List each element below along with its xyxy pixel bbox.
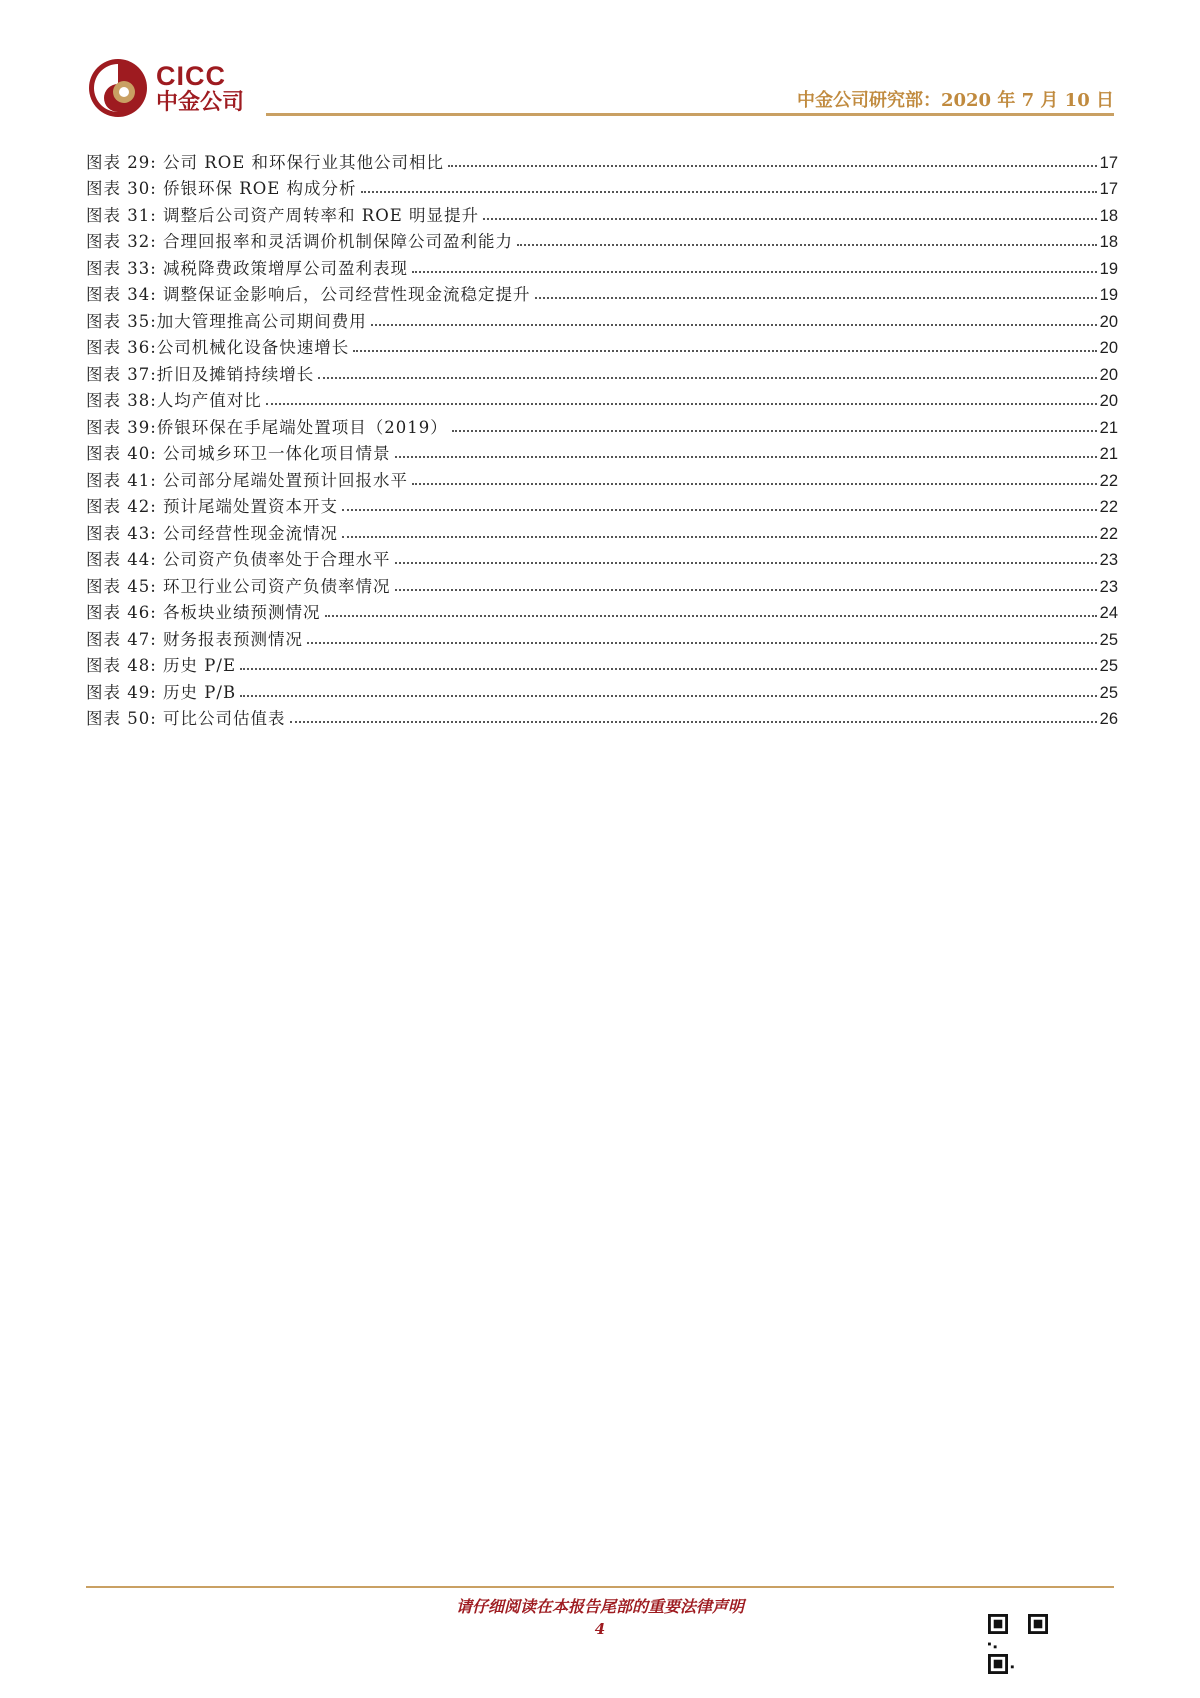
toc-entry[interactable] bbox=[86, 464, 1118, 491]
toc-entry[interactable] bbox=[86, 252, 1118, 279]
toc-entry-page: 18 bbox=[1099, 233, 1118, 251]
toc-leader-dots bbox=[361, 191, 1097, 193]
toc-entry[interactable] bbox=[86, 199, 1118, 226]
toc-entry-page: 25 bbox=[1099, 630, 1118, 649]
logo-text-cn: 中金公司 bbox=[156, 89, 245, 115]
toc-entry[interactable] bbox=[86, 570, 1118, 597]
toc-entry[interactable] bbox=[86, 623, 1118, 650]
toc-entry-page: 20 bbox=[1099, 392, 1118, 410]
logo-text-en: CICC bbox=[156, 60, 226, 91]
page-header bbox=[0, 0, 1200, 130]
toc-entry-label: 图表 39:侨银环保在手尾端处置项目（2019） bbox=[86, 417, 448, 437]
toc-entry-label: 图表 37:折旧及摊销持续增长 bbox=[86, 364, 315, 384]
toc-entry-page: 25 bbox=[1099, 683, 1118, 702]
toc-entry[interactable] bbox=[86, 146, 1118, 173]
toc-entry-label: 图表 30: 侨银环保 ROE 构成分析 bbox=[86, 179, 357, 198]
toc-entry-page: 25 bbox=[1099, 657, 1118, 675]
toc-entry-page: 22 bbox=[1099, 498, 1118, 516]
toc-entry-label: 图表 36:公司机械化设备快速增长 bbox=[86, 338, 350, 357]
toc-entry-label: 图表 33: 减税降费政策增厚公司盈利表现 bbox=[86, 258, 409, 278]
toc-entry-label: 图表 42: 预计尾端处置资本开支 bbox=[86, 497, 339, 516]
toc-entry-page: 18 bbox=[1099, 206, 1118, 225]
toc-leader-dots bbox=[517, 244, 1097, 246]
toc-entry-label: 图表 35:加大管理推高公司期间费用 bbox=[86, 311, 367, 331]
toc-entry[interactable] bbox=[86, 358, 1118, 385]
toc-entry-page: 21 bbox=[1099, 445, 1118, 463]
toc-entry-page: 22 bbox=[1099, 471, 1118, 490]
toc-leader-dots bbox=[448, 165, 1097, 167]
toc-entry-label: 图表 50: 可比公司估值表 bbox=[86, 709, 286, 728]
toc-entry-page: 26 bbox=[1099, 710, 1118, 728]
toc-leader-dots bbox=[240, 668, 1097, 670]
toc-entry-label: 图表 48: 历史 P/E bbox=[86, 656, 236, 675]
qr-code-icon bbox=[988, 1614, 1048, 1674]
toc-entry[interactable] bbox=[86, 279, 1118, 306]
toc-leader-dots bbox=[290, 721, 1097, 723]
toc-entry[interactable] bbox=[86, 650, 1118, 677]
toc-entry[interactable] bbox=[86, 438, 1118, 465]
page-number: 4 bbox=[594, 1620, 606, 1638]
toc-entry-page: 23 bbox=[1099, 577, 1118, 596]
toc-entry-label: 图表 31: 调整后公司资产周转率和 ROE 明显提升 bbox=[86, 205, 480, 225]
toc-entry-page: 17 bbox=[1099, 153, 1118, 172]
toc-leader-dots bbox=[483, 218, 1097, 220]
toc-entry[interactable] bbox=[86, 332, 1118, 359]
toc-leader-dots bbox=[318, 377, 1096, 379]
toc-leader-dots bbox=[452, 430, 1097, 432]
toc-entry[interactable] bbox=[86, 544, 1118, 571]
toc-entry-page: 19 bbox=[1099, 286, 1118, 304]
toc-leader-dots bbox=[266, 403, 1097, 405]
toc-entry-page: 19 bbox=[1099, 259, 1118, 278]
toc-entry-label: 图表 49: 历史 P/B bbox=[86, 682, 237, 702]
toc-entry[interactable] bbox=[86, 676, 1118, 703]
toc-entry[interactable] bbox=[86, 597, 1118, 624]
toc-entry-label: 图表 44: 公司资产负债率处于合理水平 bbox=[86, 550, 391, 569]
toc-entry-page: 23 bbox=[1099, 551, 1118, 569]
toc-entry-page: 20 bbox=[1099, 365, 1118, 384]
toc-entry-page: 17 bbox=[1099, 180, 1118, 198]
toc-entry[interactable] bbox=[86, 226, 1118, 253]
toc-entry[interactable] bbox=[86, 173, 1118, 200]
table-of-figures bbox=[86, 146, 1118, 729]
toc-entry[interactable] bbox=[86, 305, 1118, 332]
toc-leader-dots bbox=[342, 509, 1097, 511]
cicc-logo bbox=[88, 58, 244, 118]
toc-entry-label: 图表 29: 公司 ROE 和环保行业其他公司相比 bbox=[86, 152, 445, 172]
toc-entry[interactable] bbox=[86, 491, 1118, 518]
toc-leader-dots bbox=[395, 456, 1097, 458]
toc-leader-dots bbox=[353, 350, 1096, 352]
toc-entry-page: 20 bbox=[1099, 339, 1118, 357]
toc-entry-label: 图表 38:人均产值对比 bbox=[86, 391, 262, 410]
toc-leader-dots bbox=[307, 642, 1097, 644]
toc-leader-dots bbox=[240, 695, 1097, 697]
toc-entry[interactable] bbox=[86, 385, 1118, 412]
toc-entry[interactable] bbox=[86, 411, 1118, 438]
toc-entry-page: 22 bbox=[1099, 524, 1118, 543]
toc-leader-dots bbox=[342, 536, 1097, 538]
toc-entry-page: 21 bbox=[1099, 418, 1118, 437]
legal-disclaimer: 请仔细阅读在本报告尾部的重要法律声明 bbox=[455, 1597, 744, 1616]
toc-entry-label: 图表 41: 公司部分尾端处置预计回报水平 bbox=[86, 470, 409, 490]
toc-entry[interactable] bbox=[86, 517, 1118, 544]
toc-leader-dots bbox=[395, 589, 1097, 591]
toc-entry-label: 图表 43: 公司经营性现金流情况 bbox=[86, 523, 339, 543]
toc-entry-page: 24 bbox=[1099, 604, 1118, 622]
toc-leader-dots bbox=[412, 271, 1097, 273]
toc-entry-page: 20 bbox=[1099, 312, 1118, 331]
toc-leader-dots bbox=[535, 297, 1097, 299]
toc-entry-label: 图表 32: 合理回报率和灵活调价机制保障公司盈利能力 bbox=[86, 232, 514, 251]
toc-leader-dots bbox=[371, 324, 1097, 326]
toc-entry[interactable] bbox=[86, 703, 1118, 730]
toc-entry-label: 图表 46: 各板块业绩预测情况 bbox=[86, 603, 321, 622]
toc-entry-label: 图表 45: 环卫行业公司资产负债率情况 bbox=[86, 576, 391, 596]
cicc-logo-icon bbox=[88, 58, 148, 118]
header-divider bbox=[266, 113, 1114, 116]
footer-divider bbox=[86, 1586, 1114, 1588]
toc-leader-dots bbox=[325, 615, 1097, 617]
toc-leader-dots bbox=[395, 562, 1097, 564]
report-header-title: 中金公司研究部：2020 年 7 月 10 日 bbox=[796, 90, 1114, 111]
toc-leader-dots bbox=[412, 483, 1097, 485]
toc-entry-label: 图表 40: 公司城乡环卫一体化项目情景 bbox=[86, 444, 391, 463]
toc-entry-label: 图表 47: 财务报表预测情况 bbox=[86, 629, 304, 649]
toc-entry-label: 图表 34: 调整保证金影响后，公司经营性现金流稳定提升 bbox=[86, 285, 531, 304]
